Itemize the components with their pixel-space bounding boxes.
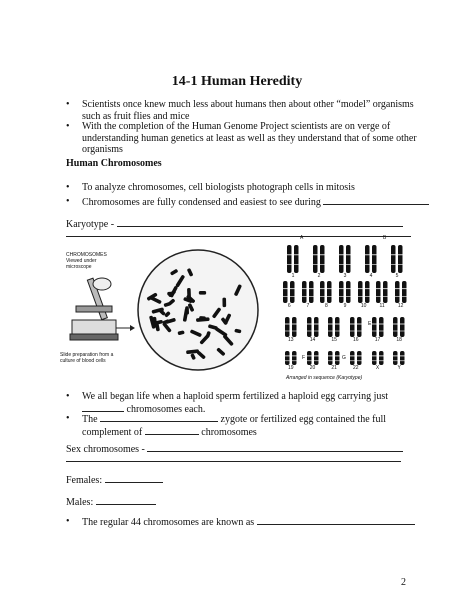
karyotype-number: 20 [309,365,316,371]
chromosome-pair-icon [305,351,321,365]
mitosis-phase-blank[interactable] [323,196,429,205]
microscope-stage-icon [76,306,112,312]
karyotype-number: 18 [396,337,402,343]
chromosome-pair-icon [281,281,297,303]
sex-chromosomes-blank[interactable] [147,443,403,452]
chromosome-icon [222,298,226,308]
zygote-type-blank[interactable] [100,413,218,422]
karyotype-number: 13 [288,337,294,343]
haploid-bullet-end: chromosomes each. [126,403,206,415]
karyotype-blank[interactable] [117,218,403,227]
bullet-dot: • [66,121,70,132]
chromosome-pair-icon [348,317,364,337]
chromosome-icon [199,291,206,295]
karyotype-number: 16 [353,337,359,343]
zygote-bullet-mid: zygote or fertilized egg contained the full [220,414,387,425]
haploid-count-blank[interactable] [82,403,124,412]
chromosome-pair-icon [370,317,386,337]
karyotype-pair [326,351,342,371]
chromosome-pair-icon [370,351,386,365]
karyotype-pair [389,245,405,279]
chromosome-pair-icon [374,281,390,303]
karyotype-number: 3 [343,273,347,279]
karyotype-pair [348,317,364,343]
chromosome-pair-icon [393,281,409,303]
karyotype-pair [348,351,364,371]
karyotype-pair [283,317,299,343]
karyotype-number: 5 [395,273,399,279]
karyotype-number: 2 [317,273,321,279]
haploid-bullet [66,391,426,415]
karyotype-number: 9 [343,303,347,309]
karyotype-pair [283,351,299,371]
females-line [66,474,163,486]
chromosome-bullet-1 [66,182,426,194]
chromosome-pair-icon [363,245,379,273]
females-blank[interactable] [105,474,163,483]
karyotype-pair [393,281,409,309]
karyotype-number: 21 [331,365,337,371]
karyotype-group-letter: B [383,235,387,241]
karyotype-number: X [375,365,380,371]
zygote-bullet [66,413,426,438]
karyotype-caption: Arranged in sequence (Karyotype) [286,375,363,381]
chromosome-bullet-2-text: Chromosomes are fully condensed and easiest to see during [82,197,321,208]
chromosome-pair-icon [391,351,407,365]
sex-chromosomes-label: Sex chromosomes - [66,444,145,455]
microscope-base-icon [72,320,116,334]
karyotype-number: 4 [369,273,373,279]
slide-label: Slide preparation from a culture of blood cells [60,352,114,364]
chromosome-pair-icon [326,317,342,337]
karyotype-pair [391,351,407,371]
karyotype-number: 19 [288,365,294,371]
karyotype-label: Karyotype - [66,219,115,230]
zygote-bullet-line2-end: chromosomes [201,426,257,438]
chromosome-pair-icon [283,317,299,337]
microscope-eyepiece-icon [93,278,111,290]
karyotype-number: 6 [287,303,291,309]
males-blank[interactable] [96,496,156,505]
bullet-dot: • [66,413,70,424]
chromosome-pair-icon [305,317,321,337]
karyotype-number: 12 [397,303,404,309]
chromosome-pair-icon [389,245,405,273]
karyotype-pair [391,317,407,343]
page-number: 2 [401,577,406,588]
chromosome-pair-icon [283,351,299,365]
karyotype-line [66,218,403,230]
chromosome-pair-icon [318,281,334,303]
karyotype-pair [305,317,321,343]
intro-bullet-2-text: With the completion of the Human Genome Project scientists are on verge of understanding human genetics at least as well as they understand that of some other organisms [82,121,417,155]
sex-chromosomes-line [66,443,403,455]
section-heading: Human Chromosomes [66,158,162,169]
complement-blank[interactable] [145,426,199,435]
chromosome-icon [199,316,206,320]
chromosome-pair-icon [326,351,342,365]
karyotype-number: 10 [360,303,367,309]
chromosome-pair-icon [337,281,353,303]
karyotype-number: 8 [325,303,328,309]
karyotype-number: 7 [306,303,310,309]
karyotype-pair [326,317,342,343]
karyotype-number: Y [397,365,401,371]
karyotype-number: 14 [309,337,316,343]
females-label: Females: [66,475,103,486]
karyotype-pair [374,281,390,309]
karyotype-pair [300,281,316,309]
chromosome-pair-icon [348,351,364,365]
haploid-bullet-text: We all began life when a haploid sperm fertilized a haploid egg carrying just [82,391,389,402]
karyotype-number: 11 [379,303,385,309]
karyotype-pair [337,281,353,309]
karyotype-pair [370,351,386,371]
karyotype-pair [318,281,334,309]
chromosome-pair-icon [300,281,316,303]
karyotype-group-letter: G [342,355,346,361]
karyotype-number: 22 [353,365,359,371]
karyotype-pair [337,245,353,279]
autosomes-bullet [66,516,426,529]
intro-bullet-1 [66,99,426,122]
chromosome-pair-icon [391,317,407,337]
karyotype-pair [285,245,301,279]
autosomes-blank[interactable] [257,516,415,525]
page-title: 14-1 Human Heredity [171,74,303,89]
chromosome-pair-icon [356,281,372,303]
karyotype-pair [363,245,379,279]
bullet-dot: • [66,196,70,207]
chromosome-pair-icon [337,245,353,273]
karyotype-pair [311,245,327,279]
karyotype-pair [281,281,297,309]
microscope-foot-icon [70,334,118,340]
karyotype-number: 17 [374,337,381,343]
chromosome-pair-icon [311,245,327,273]
karyotype-pair [370,317,386,343]
karyotype-chart [280,235,410,385]
bullet-dot: • [66,99,70,110]
chromosome-icon [167,292,174,296]
autosomes-bullet-text: The regular 44 chromosomes are known as [82,517,255,528]
intro-bullet-1-text: Scientists once knew much less about humans then about other “model” organisms such as fruit flies and mice [82,99,414,122]
sex-chromosomes-blank-line-2[interactable] [66,461,401,462]
males-label: Males: [66,497,94,508]
zygote-bullet-start: The [82,414,98,425]
bullet-dot: • [66,182,70,193]
males-line [66,496,156,508]
chromosome-icon [187,288,191,299]
karyotype-number: 1 [291,273,295,279]
microscope-label: CHROMOSOMES Viewed under microscope [66,252,107,270]
chromosome-bullet-2 [66,196,446,209]
cell-mitosis-illustration [132,246,264,374]
karyotype-group-letter: E [368,321,372,327]
chromosome-bullet-1-text: To analyze chromosomes, cell biologists photograph cells in mitosis [82,182,355,193]
chromosome-pair-icon [285,245,301,273]
karyotype-pair [356,281,372,309]
bullet-dot: • [66,391,70,402]
intro-bullet-2 [66,121,426,156]
karyotype-number: 15 [331,337,337,343]
karyotype-group-letter: A [300,235,304,241]
karyotype-group-letter: F [302,355,306,361]
zygote-bullet-line2-start: complement of [82,426,143,438]
karyotype-pair [305,351,321,371]
bullet-dot: • [66,516,70,527]
